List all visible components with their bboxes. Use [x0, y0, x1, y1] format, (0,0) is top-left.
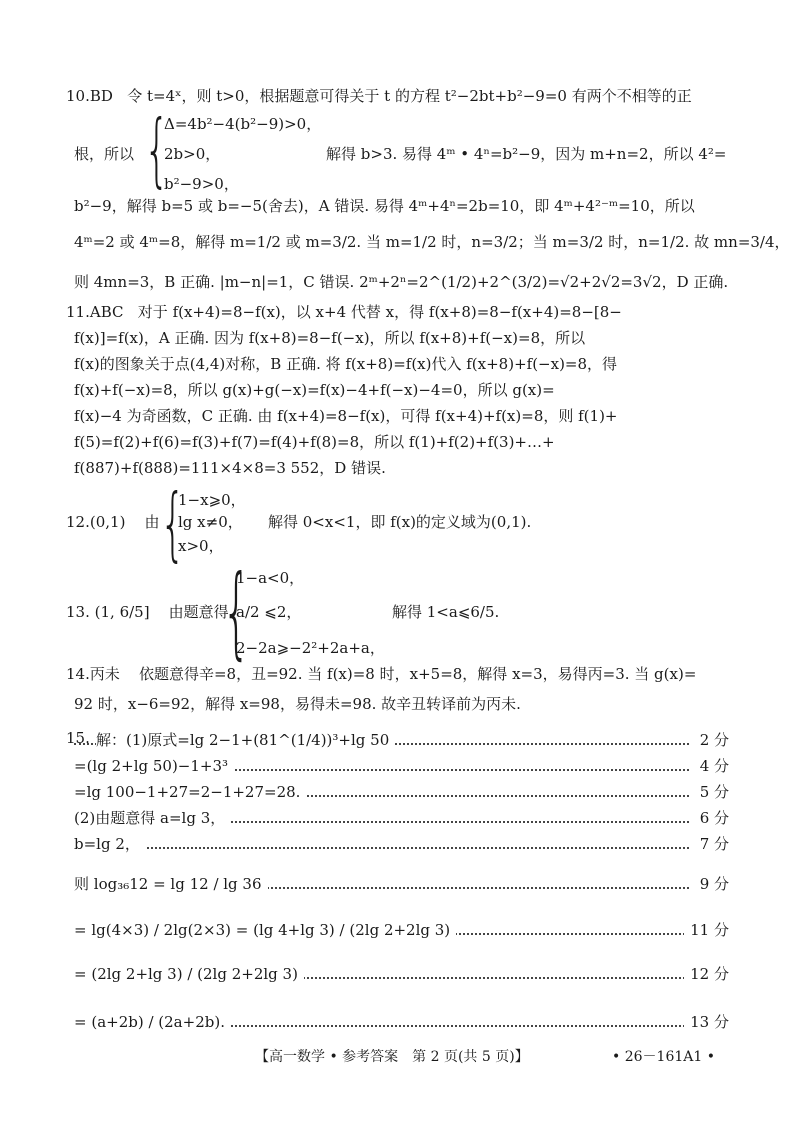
- q11-text-line: f(887)+f(888)=111×4×8=3 552，D 错误.: [74, 459, 386, 477]
- q12-sys-line: lg x≠0，: [178, 513, 243, 531]
- score-points: 12 分: [684, 962, 729, 986]
- q13-label: 13.: [66, 603, 90, 621]
- q13-sys-line: 2−2a⩾−2²+2a+a，: [236, 639, 385, 657]
- q13-prefix: 由题意得: [168, 603, 229, 621]
- brace-symbol: {: [144, 103, 170, 196]
- score-expr: = (a+2b) / (2a+2b).: [74, 1010, 231, 1034]
- score-row: [74, 872, 729, 896]
- score-row: [74, 1010, 729, 1034]
- score-expr: b=lg 2，: [74, 832, 146, 856]
- score-points: 7 分: [694, 832, 729, 856]
- q10-sys-line: Δ=4b²−4(b²−9)>0，: [164, 115, 322, 133]
- q10-line3: b²−9，解得 b=5 或 b=−5(舍去)，A 错误. 易得 4ᵐ+4ⁿ=2b=10，即 4ᵐ+4²⁻ᵐ=10，所以: [74, 197, 695, 215]
- footer-title: 【高一数学 • 参考答案 第 2 页(共 5 页)】: [255, 1049, 529, 1065]
- q11-text-line: f(x)]=f(x)，A 正确. 因为 f(x+8)=8−f(−x)，所以 f(x+8)+f(−x)=8，所以: [74, 329, 586, 347]
- q10-sys-line: 2b>0，: [164, 145, 221, 163]
- page-footer: [0, 1046, 800, 1068]
- q12-suffix: 解得 0<x<1，即 f(x)的定义域为(0,1).: [268, 513, 532, 531]
- q13-sys-line: a/2 ⩽2，: [236, 603, 302, 621]
- q10-answer: BD: [89, 87, 113, 105]
- score-points: 4 分: [694, 754, 729, 778]
- score-row: [74, 806, 729, 830]
- score-row: [74, 962, 729, 986]
- q12-prefix: 由: [144, 513, 160, 531]
- score-expr: =lg 100−1+27=2−1+27=28.: [74, 780, 306, 804]
- q11-text-line: f(x)的图象关于点(4,4)对称，B 正确. 将 f(x+8)=f(x)代入 f(x+8)+f(−x)=8，得: [74, 355, 618, 373]
- q13-answer: (1, 6/5]: [94, 603, 150, 621]
- q12-sys-line: 1−x⩾0，: [178, 491, 246, 509]
- score-expr: = (2lg 2+lg 3) / (2lg 2+2lg 3): [74, 962, 304, 986]
- score-points: 6 分: [694, 806, 729, 830]
- q11-text-line: 对于 f(x+4)=8−f(x)，以 x+4 代替 x，得 f(x+8)=8−f(x+4)=8−[8−: [137, 303, 622, 321]
- q13-sys-line: 1−a<0，: [236, 569, 305, 587]
- score-row: [74, 728, 729, 752]
- q10-line2-suffix: 解得 b>3. 易得 4ᵐ • 4ⁿ=b²−9，因为 m+n=2，所以 4²=: [326, 145, 727, 163]
- q14-label: 14.: [66, 665, 90, 683]
- score-expr: = lg(4×3) / 2lg(2×3) = (lg 4+lg 3) / (2lg 2+2lg 3): [74, 918, 456, 942]
- score-row: [74, 832, 729, 856]
- q11-text-line: f(x)−4 为奇函数，C 正确. 由 f(x+4)=8−f(x)，可得 f(x+4)+f(x)=8，则 f(1)+: [74, 407, 618, 425]
- score-row: [74, 754, 729, 778]
- leader-dots: [74, 847, 689, 849]
- q14-line2: 92 时，x−6=92，解得 x=98，易得未=98. 故辛丑转译前为丙未.: [74, 695, 521, 713]
- q14-line1: [66, 664, 696, 684]
- q13-head: [66, 602, 229, 622]
- q11-text-line: f(5)=f(2)+f(6)=f(3)+f(7)=f(4)+f(8)=8，所以 f(1)+f(2)+f(3)+…+: [74, 433, 555, 451]
- q10-line2-prefix: 根，所以: [74, 145, 135, 163]
- brace-symbol: {: [222, 553, 251, 670]
- q13-suffix: 解得 1<a⩽6/5.: [392, 603, 500, 621]
- q11-answer: ABC: [89, 303, 124, 321]
- q14-text-line1: 依题意得辛=8，丑=92. 当 f(x)=8 时，x+5=8，解得 x=3，易得丙=3. 当 g(x)=: [138, 665, 697, 683]
- q12-sys-line: x>0，: [178, 537, 224, 555]
- score-expr: 解：(1)原式=lg 2−1+(81^(1/4))³+lg 50: [96, 728, 395, 752]
- q10-line4: 4ᵐ=2 或 4ᵐ=8，解得 m=1/2 或 m=3/2. 当 m=1/2 时，n=3/2；当 m=3/2 时，n=1/2. 故 mn=3/4，: [74, 233, 790, 251]
- q15-label: 15.: [66, 729, 90, 747]
- q14-answer: 丙未: [89, 665, 120, 683]
- brace-symbol: {: [160, 477, 186, 570]
- footer-code: • 26－161A1 •: [612, 1049, 715, 1065]
- q10-sys-line: b²−9>0，: [164, 175, 239, 193]
- q12-label: 12.: [66, 513, 90, 531]
- q11-line1: [66, 302, 622, 322]
- score-points: 11 分: [684, 918, 729, 942]
- score-row: [74, 780, 729, 804]
- q12-head: [66, 512, 160, 532]
- score-points: 5 分: [694, 780, 729, 804]
- score-points: 13 分: [684, 1010, 729, 1034]
- score-points: 2 分: [694, 728, 729, 752]
- score-expr: =(lg 2+lg 50)−1+3³: [74, 754, 234, 778]
- score-expr: 则 log₃₆12 = lg 12 / lg 36: [74, 872, 268, 896]
- q10-label: 10.: [66, 87, 90, 105]
- q12-answer: (0,1): [89, 513, 126, 531]
- q10-text-line1: 令 t=4ˣ，则 t>0，根据题意可得关于 t 的方程 t²−2bt+b²−9=0 有两个不相等的正: [127, 87, 692, 105]
- q11-label: 11.: [66, 303, 90, 321]
- score-expr: (2)由题意得 a=lg 3，: [74, 806, 231, 830]
- score-points: 9 分: [694, 872, 729, 896]
- score-row: [74, 918, 729, 942]
- q11-text-line: f(x)+f(−x)=8，所以 g(x)+g(−x)=f(x)−4+f(−x)−4=0，所以 g(x)=: [74, 381, 555, 399]
- q10-line5: 则 4mn=3，B 正确. |m−n|=1，C 错误. 2ᵐ+2ⁿ=2^(1/2)+2^(3/2)=√2+2√2=3√2，D 正确.: [74, 273, 729, 291]
